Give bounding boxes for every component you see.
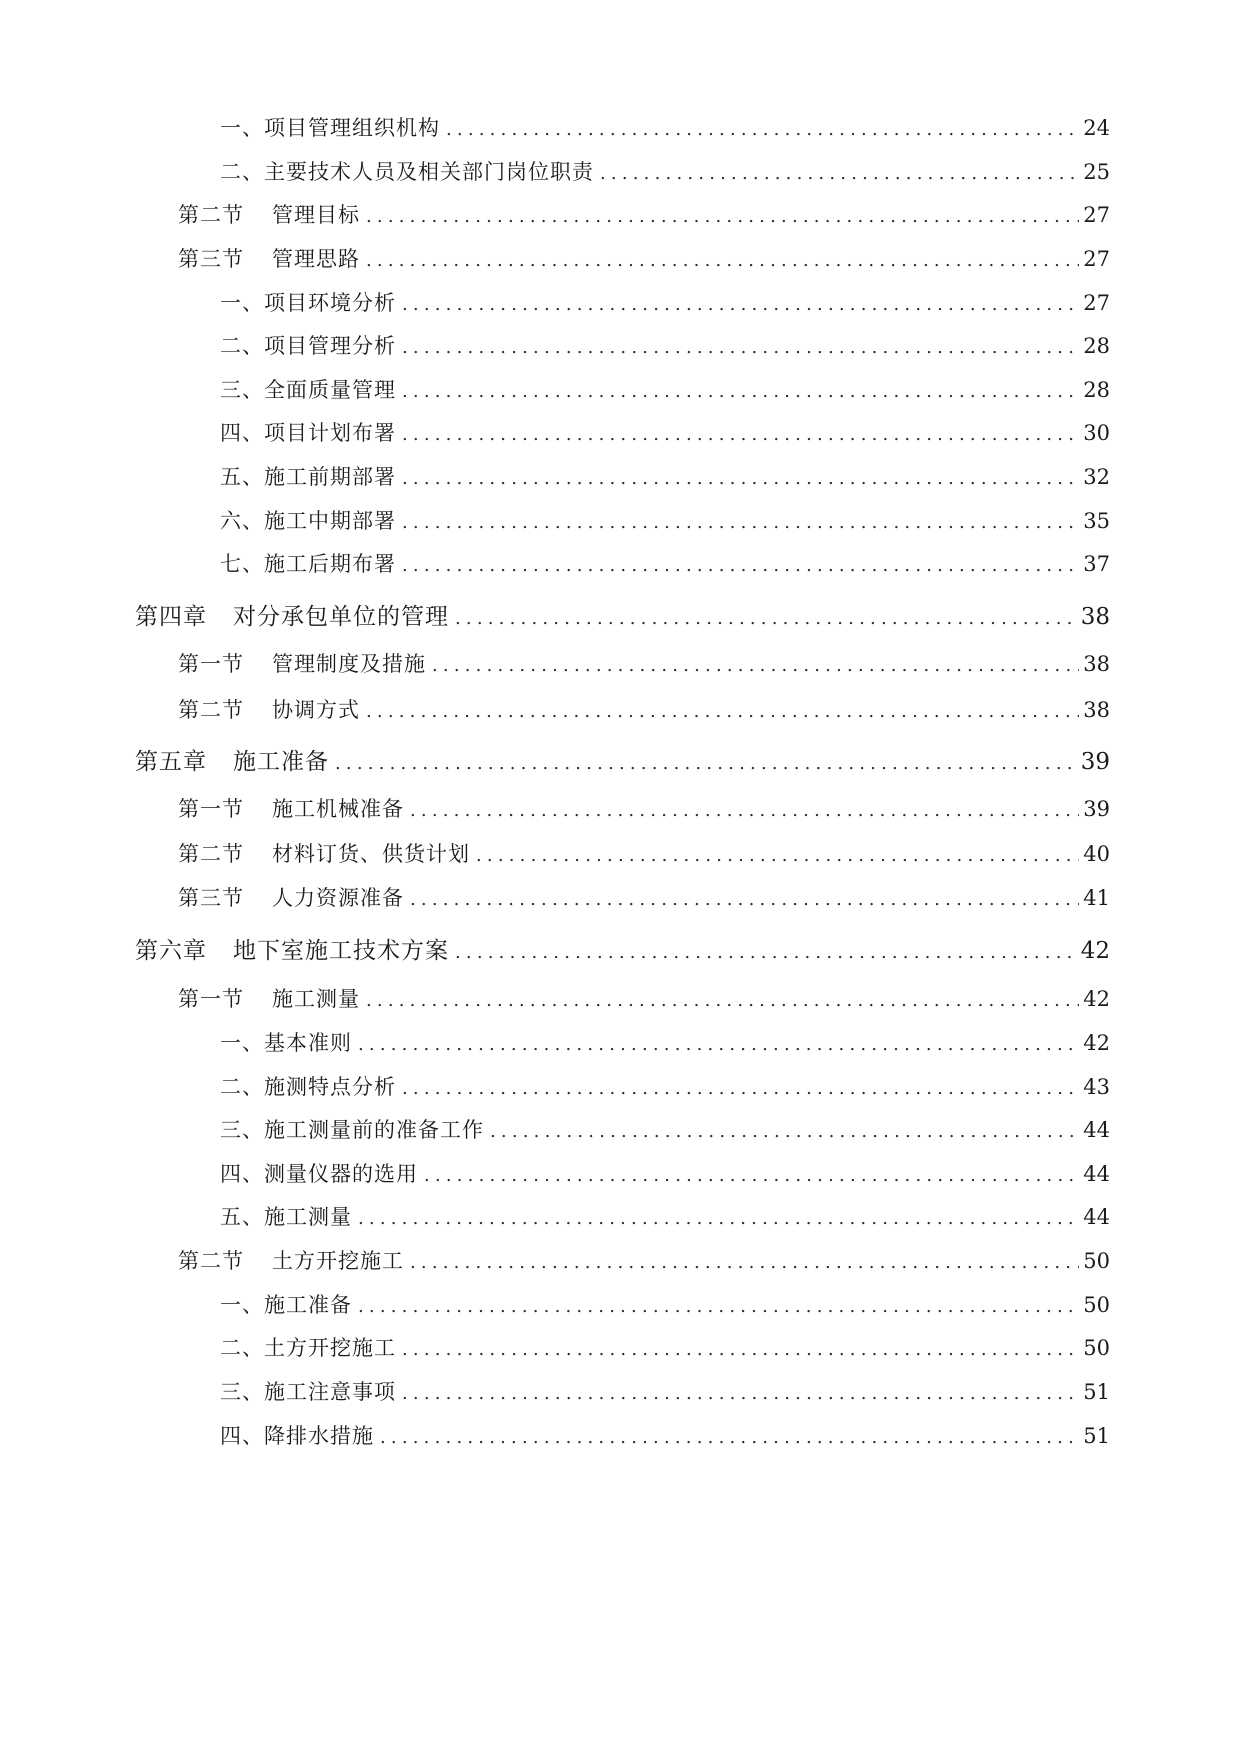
- toc-page-number: 28: [1083, 334, 1110, 358]
- toc-entry[interactable]: [220, 1027, 1110, 1057]
- toc-entry-title: 材料订货、供货计划: [272, 842, 470, 866]
- toc-entry-number: 第一节: [178, 987, 244, 1011]
- toc-entry[interactable]: [220, 374, 1110, 404]
- toc-entry-label: [220, 417, 396, 447]
- toc-page-number: 44: [1083, 1205, 1110, 1229]
- toc-dot-leader: [402, 555, 1079, 576]
- toc-entry-label: [220, 1376, 396, 1406]
- toc-dot-leader: [410, 1252, 1079, 1273]
- toc-entry[interactable]: [178, 648, 1110, 678]
- toc-page-number: 24: [1083, 116, 1110, 140]
- toc-dot-leader: [455, 608, 1077, 629]
- toc-entry-label: [178, 243, 360, 273]
- toc-page-number: 28: [1083, 378, 1110, 402]
- toc-entry[interactable]: [220, 1158, 1110, 1188]
- toc-entry[interactable]: [220, 505, 1110, 535]
- toc-entry-label: [220, 505, 396, 535]
- toc-entry[interactable]: [220, 548, 1110, 578]
- toc-page-number: 38: [1083, 652, 1110, 676]
- toc-entry-title: 五、施工前期部署: [220, 465, 396, 489]
- toc-entry[interactable]: [220, 1376, 1110, 1406]
- toc-entry-label: [220, 1071, 396, 1101]
- toc-page-number: 38: [1080, 604, 1110, 630]
- toc-dot-leader: [455, 942, 1077, 963]
- toc-page-number: 32: [1083, 465, 1110, 489]
- toc-entry[interactable]: [220, 1332, 1110, 1362]
- toc-entry-label: [135, 932, 449, 965]
- toc-dot-leader: [380, 1427, 1079, 1448]
- toc-entry-label: [178, 983, 360, 1013]
- toc-entry-number: 第三节: [178, 247, 244, 271]
- toc-dot-leader: [358, 1034, 1079, 1055]
- toc-entry-title: 土方开挖施工: [272, 1249, 404, 1273]
- toc-entry-title: 二、施测特点分析: [220, 1075, 396, 1099]
- toc-entry[interactable]: [220, 417, 1110, 447]
- toc-dot-leader: [476, 845, 1079, 866]
- toc-dot-leader: [446, 119, 1079, 140]
- toc-entry-title: 三、施工注意事项: [220, 1380, 396, 1404]
- toc-entry-title: 二、土方开挖施工: [220, 1336, 396, 1360]
- toc-dot-leader: [410, 800, 1079, 821]
- toc-dot-leader: [366, 990, 1079, 1011]
- toc-dot-leader: [600, 163, 1079, 184]
- toc-dot-leader: [335, 753, 1077, 774]
- toc-entry-label: [178, 199, 360, 229]
- toc-entry-label: [178, 793, 404, 823]
- toc-entry-number: 第五章: [135, 749, 207, 775]
- toc-entry[interactable]: [220, 156, 1110, 186]
- toc-entry-title: 七、施工后期布署: [220, 552, 396, 576]
- toc-entry-label: [220, 1420, 374, 1450]
- toc-dot-leader: [402, 1078, 1079, 1099]
- toc-dot-leader: [358, 1296, 1079, 1317]
- toc-dot-leader: [402, 294, 1079, 315]
- toc-entry[interactable]: [178, 793, 1110, 823]
- toc-entry-title: 一、基本准则: [220, 1031, 352, 1055]
- toc-page-number: 42: [1083, 1031, 1110, 1055]
- toc-entry-number: 第二节: [178, 203, 244, 227]
- toc-entry[interactable]: [135, 932, 1110, 964]
- toc-entry-title: 人力资源准备: [272, 886, 404, 910]
- toc-page-number: 25: [1083, 160, 1110, 184]
- toc-entry-title: 对分承包单位的管理: [233, 604, 449, 630]
- toc-entry[interactable]: [220, 330, 1110, 360]
- toc-entry[interactable]: [178, 983, 1110, 1013]
- toc-entry-label: [220, 112, 440, 142]
- toc-page-number: 41: [1083, 886, 1110, 910]
- toc-entry[interactable]: [220, 1289, 1110, 1319]
- toc-entry-number: 第一节: [178, 652, 244, 676]
- toc-entry-label: [178, 694, 360, 724]
- toc-entry-title: 施工机械准备: [272, 797, 404, 821]
- toc-page-number: 37: [1083, 552, 1110, 576]
- toc-entry[interactable]: [220, 1114, 1110, 1144]
- toc-page-number: 50: [1083, 1293, 1110, 1317]
- toc-page-number: 42: [1083, 987, 1110, 1011]
- toc-entry[interactable]: [220, 112, 1110, 142]
- toc-entry[interactable]: [178, 882, 1110, 912]
- toc-entry-number: 第二节: [178, 698, 244, 722]
- toc-entry[interactable]: [178, 1245, 1110, 1275]
- toc-dot-leader: [366, 206, 1079, 227]
- toc-page-number: 51: [1083, 1424, 1110, 1448]
- toc-page-number: 44: [1083, 1118, 1110, 1142]
- toc-entry-title: 六、施工中期部署: [220, 509, 396, 533]
- toc-entry-title: 二、项目管理分析: [220, 334, 396, 358]
- toc-entry-label: [220, 330, 396, 360]
- toc-entry[interactable]: [135, 598, 1110, 630]
- toc-dot-leader: [402, 1339, 1079, 1360]
- toc-dot-leader: [366, 701, 1079, 722]
- toc-dot-leader: [402, 512, 1079, 533]
- toc-entry-label: [220, 156, 594, 186]
- toc-entry-title: 一、项目管理组织机构: [220, 116, 440, 140]
- toc-page-number: 44: [1083, 1162, 1110, 1186]
- toc-dot-leader: [402, 468, 1079, 489]
- toc-dot-leader: [490, 1121, 1079, 1142]
- toc-entry-number: 第二节: [178, 1249, 244, 1273]
- toc-entry-label: [178, 648, 426, 678]
- toc-entry-label: [220, 374, 396, 404]
- toc-dot-leader: [402, 424, 1079, 445]
- toc-entry-number: 第一节: [178, 797, 244, 821]
- toc-entry-label: [220, 1114, 484, 1144]
- toc-entry[interactable]: [220, 1420, 1110, 1450]
- toc-page-number: 50: [1083, 1249, 1110, 1273]
- toc-entry-label: [220, 1027, 352, 1057]
- toc-page-number: 27: [1083, 247, 1110, 271]
- toc-entry-number: 第六章: [135, 938, 207, 964]
- toc-entry-title: 管理思路: [272, 247, 360, 271]
- toc-page-number: 27: [1083, 291, 1110, 315]
- toc-entry-label: [220, 1158, 418, 1188]
- toc-entry-title: 施工测量: [272, 987, 360, 1011]
- toc-entry-label: [178, 1245, 404, 1275]
- toc-page-number: 27: [1083, 203, 1110, 227]
- toc-entry[interactable]: [220, 1071, 1110, 1101]
- toc-entry-label: [220, 548, 396, 578]
- toc-entry-title: 二、主要技术人员及相关部门岗位职责: [220, 160, 594, 184]
- toc-entry-title: 四、降排水措施: [220, 1424, 374, 1448]
- toc-entry-label: [220, 287, 396, 317]
- toc-dot-leader: [366, 250, 1079, 271]
- toc-dot-leader: [432, 655, 1079, 676]
- toc-entry-number: 第三节: [178, 886, 244, 910]
- toc-entry-title: 五、施工测量: [220, 1205, 352, 1229]
- toc-entry-label: [220, 1332, 396, 1362]
- toc-page-number: 51: [1083, 1380, 1110, 1404]
- toc-entry-label: [220, 461, 396, 491]
- toc-dot-leader: [402, 1383, 1079, 1404]
- toc-entry-title: 三、施工测量前的准备工作: [220, 1118, 484, 1142]
- toc-dot-leader: [358, 1208, 1079, 1229]
- toc-entry-label: [135, 598, 449, 631]
- toc-dot-leader: [402, 381, 1079, 402]
- toc-entry-number: 第二节: [178, 842, 244, 866]
- toc-entry-label: [135, 743, 329, 776]
- toc-page-number: 50: [1083, 1336, 1110, 1360]
- toc-entry-number: 第四章: [135, 604, 207, 630]
- toc-page-number: 35: [1083, 509, 1110, 533]
- toc-entry[interactable]: [178, 838, 1110, 868]
- toc-entry-title: 管理制度及措施: [272, 652, 426, 676]
- toc-page-number: 30: [1083, 421, 1110, 445]
- toc-entry[interactable]: [220, 287, 1110, 317]
- toc-entry[interactable]: [178, 243, 1110, 273]
- toc-entry[interactable]: [135, 743, 1110, 775]
- toc-page-number: 42: [1080, 938, 1110, 964]
- toc-entry[interactable]: [220, 1201, 1110, 1231]
- toc-entry-title: 四、测量仪器的选用: [220, 1162, 418, 1186]
- toc-entry-title: 四、项目计划布署: [220, 421, 396, 445]
- toc-dot-leader: [402, 337, 1079, 358]
- toc-entry-label: [220, 1289, 352, 1319]
- toc-page-number: 39: [1080, 749, 1110, 775]
- toc-entry-title: 一、项目环境分析: [220, 291, 396, 315]
- toc-entry-title: 地下室施工技术方案: [233, 938, 449, 964]
- toc-entry[interactable]: [178, 694, 1110, 724]
- toc-entry[interactable]: [220, 461, 1110, 491]
- toc-entry-label: [178, 838, 470, 868]
- toc-entry-title: 一、施工准备: [220, 1293, 352, 1317]
- toc-page-number: 38: [1083, 698, 1110, 722]
- toc-entry-label: [220, 1201, 352, 1231]
- toc-entry-title: 协调方式: [272, 698, 360, 722]
- toc-page-number: 40: [1083, 842, 1110, 866]
- toc-entry-title: 管理目标: [272, 203, 360, 227]
- toc-entry-title: 三、全面质量管理: [220, 378, 396, 402]
- toc-dot-leader: [410, 889, 1079, 910]
- toc-page-number: 39: [1083, 797, 1110, 821]
- toc-entry[interactable]: [178, 199, 1110, 229]
- toc-page-number: 43: [1083, 1075, 1110, 1099]
- toc-entry-label: [178, 882, 404, 912]
- toc-entry-title: 施工准备: [233, 749, 329, 775]
- toc-dot-leader: [424, 1165, 1079, 1186]
